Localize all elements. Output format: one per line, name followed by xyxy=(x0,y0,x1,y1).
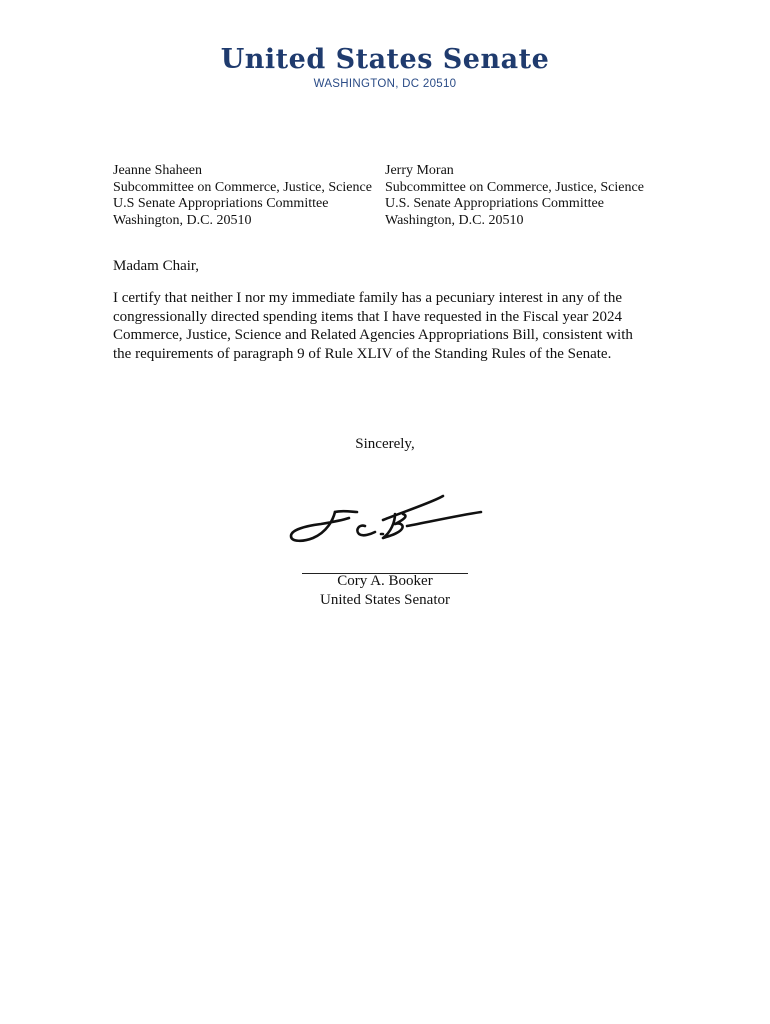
body-line: the requirements of paragraph 9 of Rule XLIV of the Standing Rules of the Senate. xyxy=(113,345,612,362)
addressee-right xyxy=(385,163,644,229)
body-line: I certify that neither I nor my immediate family has a pecuniary interest in any of the xyxy=(113,290,622,306)
senate-address: WASHINGTON, DC 20510 xyxy=(313,78,457,90)
body-line: Commerce, Justice, Science and Related Agencies Appropriations Bill, consistent with xyxy=(113,327,633,343)
letter-body xyxy=(113,289,658,363)
senate-title: United States Senate xyxy=(220,44,550,75)
salutation: Madam Chair, xyxy=(113,258,200,274)
addressee-city: Washington, D.C. 20510 xyxy=(385,212,524,228)
closing: Sincerely, xyxy=(355,436,415,452)
addressee-committee: U.S. Senate Appropriations Committee xyxy=(385,196,604,211)
body-line: congressionally directed spending items that I have requested in the Fiscal year 2024 xyxy=(113,308,623,325)
signature-block xyxy=(0,572,770,610)
signer-title: United States Senator xyxy=(320,592,450,608)
addressee-committee: U.S Senate Appropriations Committee xyxy=(113,196,329,211)
letterhead xyxy=(0,44,770,90)
addressee-name: Jerry Moran xyxy=(385,163,454,178)
addressee-left xyxy=(113,163,372,229)
addressee-city: Washington, D.C. 20510 xyxy=(113,212,252,228)
addressee-subcommittee: Subcommittee on Commerce, Justice, Science xyxy=(113,179,372,195)
addressee-subcommittee: Subcommittee on Commerce, Justice, Science xyxy=(385,179,644,195)
addressee-name: Jeanne Shaheen xyxy=(113,163,203,178)
signer-name: Cory A. Booker xyxy=(337,573,433,589)
signature-image xyxy=(283,490,488,550)
